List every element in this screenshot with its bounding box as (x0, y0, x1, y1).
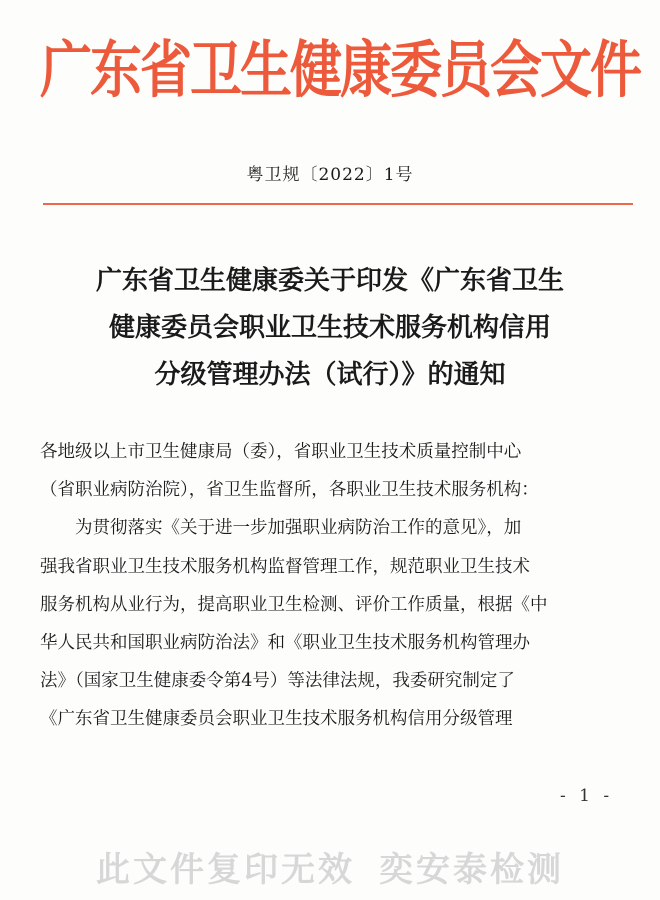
watermark-right-text: 奕安泰检测 (379, 850, 564, 890)
body-line: 各地级以上市卫生健康局（委），省职业卫生技术质量控制中心 (40, 442, 522, 462)
watermark-band (0, 840, 660, 900)
document-number: 粤卫规〔2022〕1号 (246, 165, 414, 185)
watermark-left-text: 此文件复印无效 (96, 850, 355, 890)
document-header-title: 广东省卫生健康委员会文件 (40, 35, 641, 107)
red-divider-line (43, 203, 633, 205)
body-line: （省职业病防治院），省卫生监督所，各职业卫生技术服务机构： (40, 480, 539, 501)
title-line-1: 广东省卫生健康委关于印发《广东省卫生 (95, 266, 564, 296)
body-line: 服务机构从业行为，提高职业卫生检测、评价工作质量，根据《中 (40, 594, 548, 615)
page-number: - 1 - (560, 786, 614, 806)
document-title (40, 258, 620, 399)
body-line: 《广东省卫生健康委员会职业卫生技术服务机构信用分级管理 (40, 709, 513, 730)
body-line: 为贯彻落实《关于进一步加强职业病防治工作的意见》，加 (40, 518, 522, 539)
title-line-3: 分级管理办法（试行）》的通知 (154, 360, 506, 390)
document-body (40, 433, 630, 739)
body-line: 华人民共和国职业病防治法》和《职业卫生技术服务机构管理办 (40, 633, 530, 654)
body-line: 强我省职业卫生技术服务机构监督管理工作，规范职业卫生技术 (40, 556, 530, 577)
title-line-2: 健康委员会职业卫生技术服务机构信用 (108, 313, 551, 343)
body-line: 法》（国家卫生健康委令第4号）等法律法规，我委研究制定了 (40, 671, 515, 692)
